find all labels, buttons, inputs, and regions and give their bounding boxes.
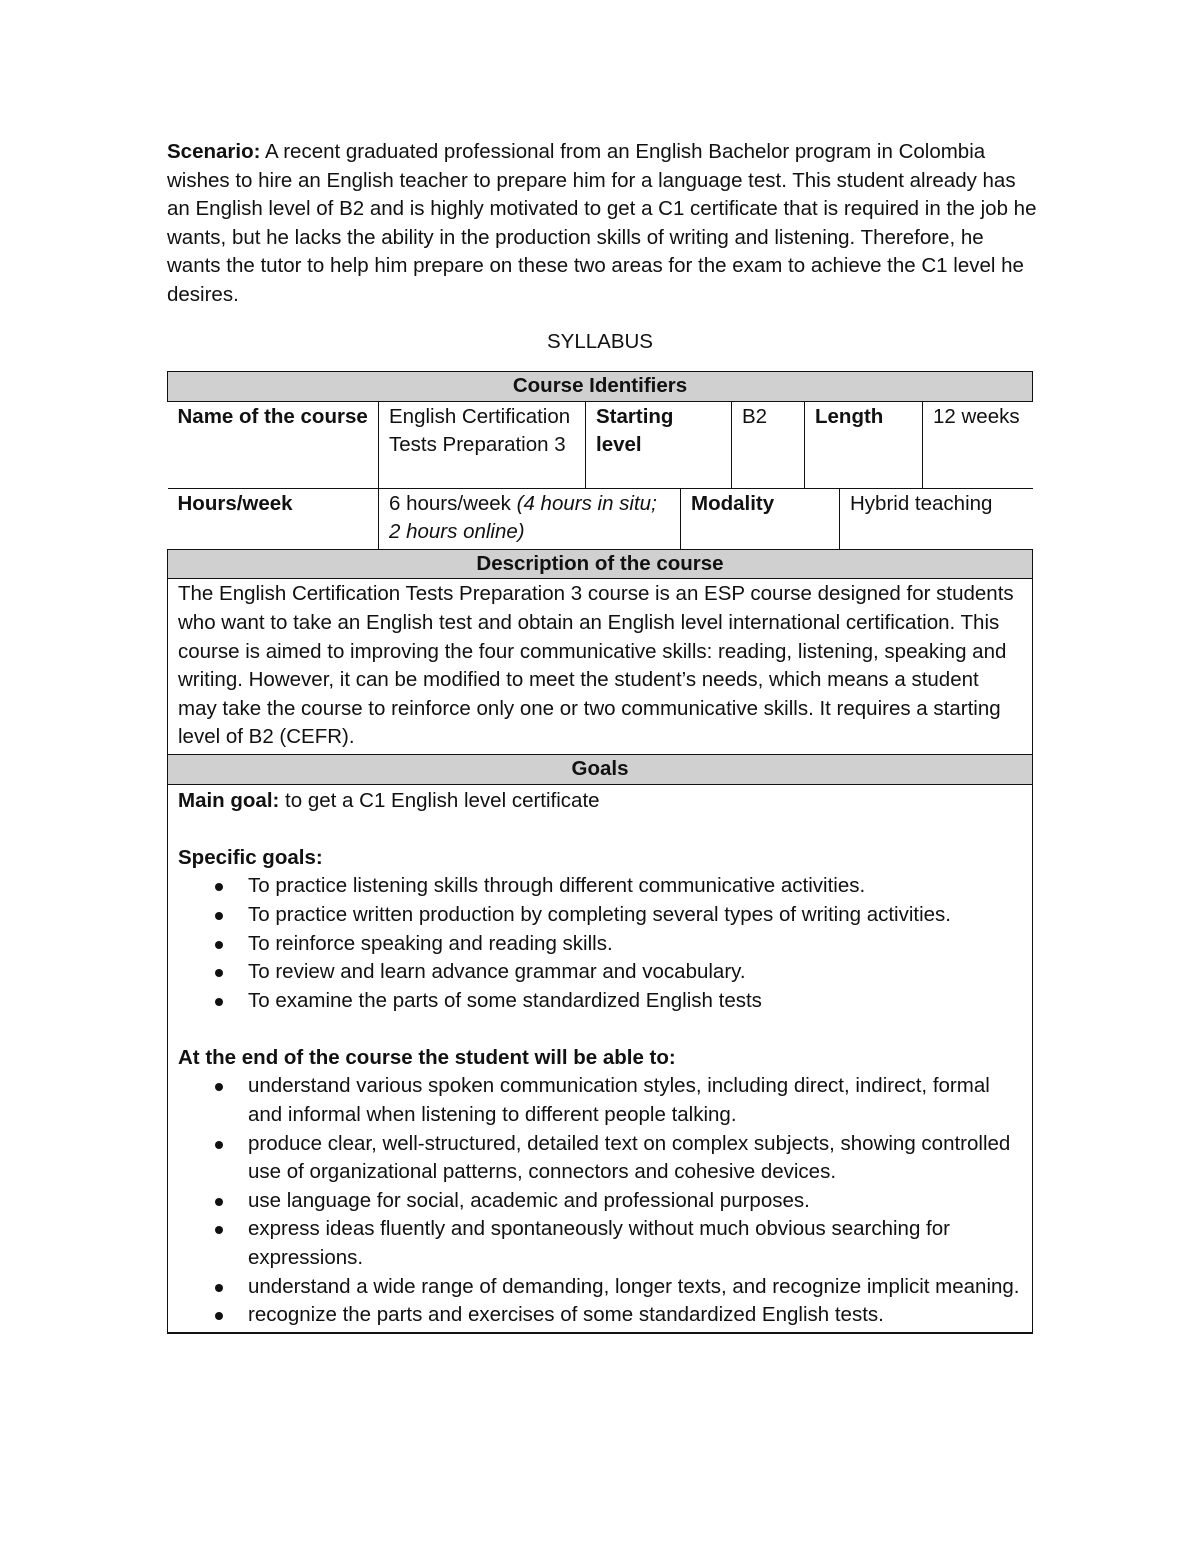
bullet-icon [215, 1083, 223, 1091]
list-item: To review and learn advance grammar and vocabulary. [178, 958, 1022, 987]
main-goal-text: to get a C1 English level certificate [279, 788, 600, 812]
bullet-icon [215, 998, 223, 1006]
list-item: understand various spoken communication styles, including direct, indirect, formal and informal when listening to different people talking. [178, 1072, 1022, 1129]
bullet-icon [215, 912, 223, 920]
list-item: To reinforce speaking and reading skills. [178, 930, 1022, 959]
syllabus-table [167, 371, 1033, 1334]
length-value: 12 weeks [923, 402, 1033, 488]
bullet-icon [215, 883, 223, 891]
description-text: The English Certification Tests Preparation 3 course is an ESP course designed for students who want to take an English test and obtain an English level international certification. This course is aimed to improving the four communicative skills: reading, listening, speaking and writing. However, it can be modified to meet the student’s needs, which means a student may take the course to reinforce only one or two communicative skills. It requires a starting level of B2 (CEFR). [168, 579, 1033, 755]
course-name-value: English Certification Tests Preparation 3 [379, 402, 586, 488]
bullet-icon [215, 1198, 223, 1206]
scenario-paragraph [167, 138, 1037, 310]
list-item: To examine the parts of some standardized English tests [178, 987, 1022, 1016]
bullet-icon [215, 1284, 223, 1292]
list-item: use language for social, academic and professional purposes. [178, 1187, 1022, 1216]
main-goal [178, 787, 1022, 816]
goals-header: Goals [168, 754, 1033, 784]
main-goal-label: Main goal: [178, 788, 280, 812]
modality-label: Modality [681, 489, 840, 549]
starting-level-value: B2 [732, 402, 805, 488]
bullet-icon [215, 969, 223, 977]
outcomes-label: At the end of the course the student will be able to: [178, 1045, 676, 1069]
specific-goals-label: Specific goals: [178, 845, 323, 869]
syllabus-title: SYLLABUS [547, 330, 653, 353]
bullet-icon [215, 1226, 223, 1234]
scenario-text: A recent graduated professional from an English Bachelor program in Colombia wishes to hire an English teacher to prepare him for a language test. This student already has an English level of B2 and is highly motivated to get a C1 certificate that is required in the job he wants, but he lacks the ability in the production skills of writing and listening. Therefore, he wants the tutor to help him prepare on these two areas for the exam to achieve the C1 level he desires. [167, 140, 1037, 306]
description-header: Description of the course [168, 549, 1033, 579]
list-item: To practice listening skills through different communicative activities. [178, 872, 1022, 901]
hours-week-detail: (4 hours in situ; 2 hours online) [389, 491, 657, 544]
course-name-label: Name of the course [177, 404, 368, 428]
bullet-icon [215, 1312, 223, 1320]
goals-content [168, 784, 1033, 1333]
hours-modality-row [168, 488, 1033, 549]
hours-week-value [379, 489, 681, 549]
list-item: To practice written production by completing several types of writing activities. [178, 901, 1022, 930]
specific-goals-list [178, 872, 1022, 1015]
bullet-icon [215, 941, 223, 949]
course-identifiers-row [168, 401, 1033, 488]
list-item: produce clear, well-structured, detailed text on complex subjects, showing controlled use of organizational patterns, connectors and cohesive devices. [178, 1130, 1022, 1187]
course-identifiers-header: Course Identifiers [168, 372, 1033, 402]
modality-value: Hybrid teaching [840, 489, 1033, 549]
starting-level-label: Starting level [586, 402, 732, 488]
length-label: Length [805, 402, 923, 488]
hours-week-main: 6 hours/week [389, 491, 517, 515]
scenario-label: Scenario: [167, 140, 261, 163]
bullet-icon [215, 1141, 223, 1149]
outcomes-list [178, 1072, 1022, 1329]
list-item: understand a wide range of demanding, longer texts, and recognize implicit meaning. [178, 1273, 1022, 1302]
list-item: express ideas fluently and spontaneously without much obvious searching for expressions. [178, 1215, 1022, 1272]
hours-week-label: Hours/week [177, 491, 293, 515]
list-item: recognize the parts and exercises of some standardized English tests. [178, 1301, 1022, 1330]
